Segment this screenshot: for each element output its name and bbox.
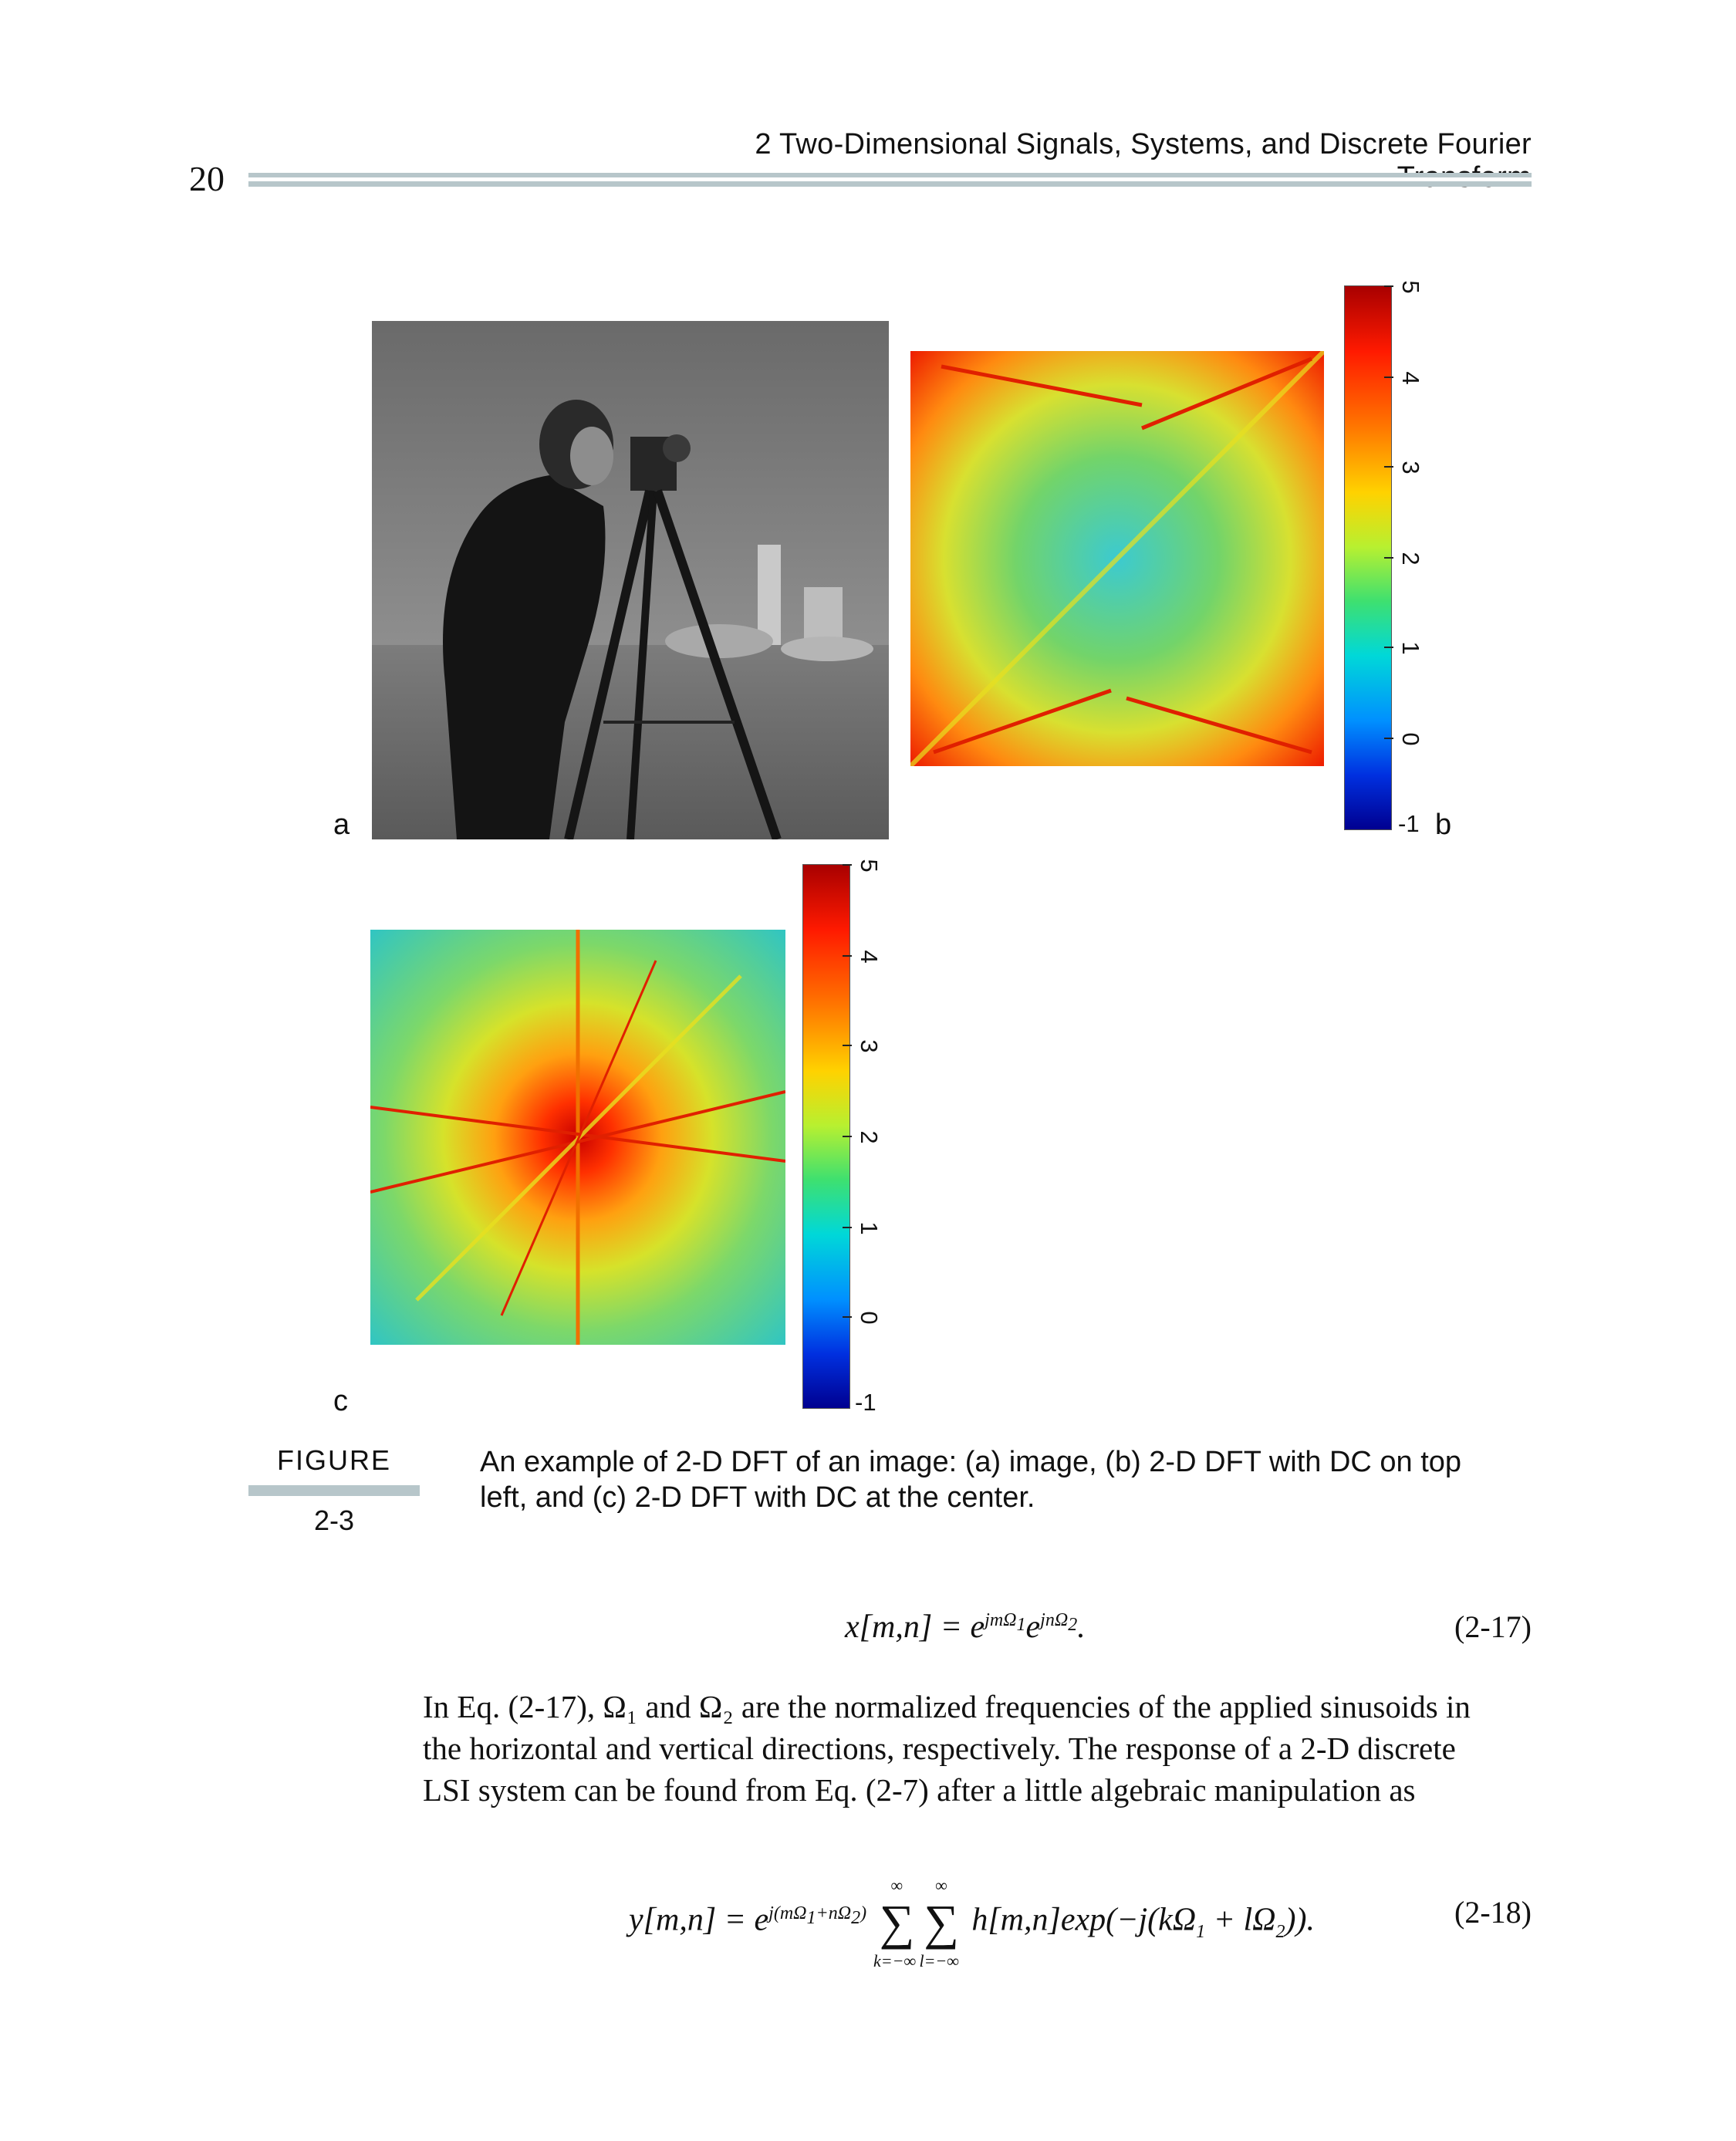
panel-a-image [372, 321, 889, 839]
figure-label: FIGURE [276, 1444, 391, 1476]
colorbar-c-tick: -1 [855, 1389, 876, 1416]
body-line: In Eq. (2-17), Ω₁ and Ω₂ are the normalized frequencies of the applied sinusoids in [423, 1689, 1471, 1724]
colorbar-c-tick: 4 [856, 950, 883, 964]
panel-a-letter: a [333, 809, 350, 841]
colorbar-b-tick: 1 [1397, 641, 1424, 655]
cameraman-image [372, 321, 889, 839]
colorbar-b-tick: -1 [1398, 810, 1420, 837]
colorbar-c-tick: 0 [856, 1311, 883, 1325]
colorbar-c-tick: 2 [856, 1130, 883, 1144]
body-line: the horizontal and vertical directions, respectively. The response of a 2-D discrete [423, 1731, 1456, 1766]
colorbar-c-tick: 5 [856, 859, 883, 873]
equation-2-18: $y[m,n] = e^{j(m\Omega_1+n\Omega_2)}$ ∑ ∞ k=−∞ ∑ ∞ l=−∞ $h[m,n]\exp(-j(k\Omega_1 + l\Omega_2))$. [629, 1876, 1316, 1970]
equation-2-18-number: (2-18) [1454, 1895, 1532, 1930]
panel-b-dft-topleft [910, 351, 1324, 766]
figure-rule [248, 1485, 420, 1496]
colorbar-c-tick: 3 [856, 1039, 883, 1053]
equation-2-17-number: (2-17) [1454, 1609, 1532, 1644]
colorbar-b-tick: 4 [1397, 371, 1424, 385]
dft-topleft-heatmap [910, 351, 1324, 766]
body-line: LSI system can be found from Eq. (2-7) after a little algebraic manipulation as [423, 1772, 1416, 1808]
equation-2-17: $x[m,n] = e^{jm\Omega_1}e^{jn\Omega_2}$. [845, 1609, 1086, 1645]
sum-k-symbol: ∑ ∞ k=−∞ [873, 1876, 917, 1970]
colorbar-c-tick: 1 [856, 1221, 883, 1235]
colorbar-b-tick: 0 [1397, 732, 1424, 746]
colorbar-b-tick: 2 [1397, 552, 1424, 566]
panel-c-dft-centered [370, 930, 785, 1345]
dft-centered-heatmap [370, 930, 785, 1345]
sum-l-symbol: ∑ ∞ l=−∞ [919, 1876, 959, 1970]
page-number: 20 [189, 159, 225, 198]
colorbar-b-tick: 5 [1397, 280, 1424, 294]
figure-number: 2-3 [313, 1504, 355, 1536]
body-paragraph [423, 1686, 1534, 1811]
colorbar-b-tick: 3 [1397, 461, 1424, 474]
panel-c-letter: c [333, 1385, 348, 1417]
running-head: 2 Two-Dimensional Signals, Systems, and Discrete Fourier [755, 128, 1532, 160]
figure-caption: An example of 2-D DFT of an image: (a) image, (b) 2-D DFT with DC on top left, and (c) 2-D DFT with DC at the center. [480, 1446, 1462, 1514]
header-rule [248, 173, 1532, 187]
panel-b-letter: b [1435, 809, 1452, 841]
